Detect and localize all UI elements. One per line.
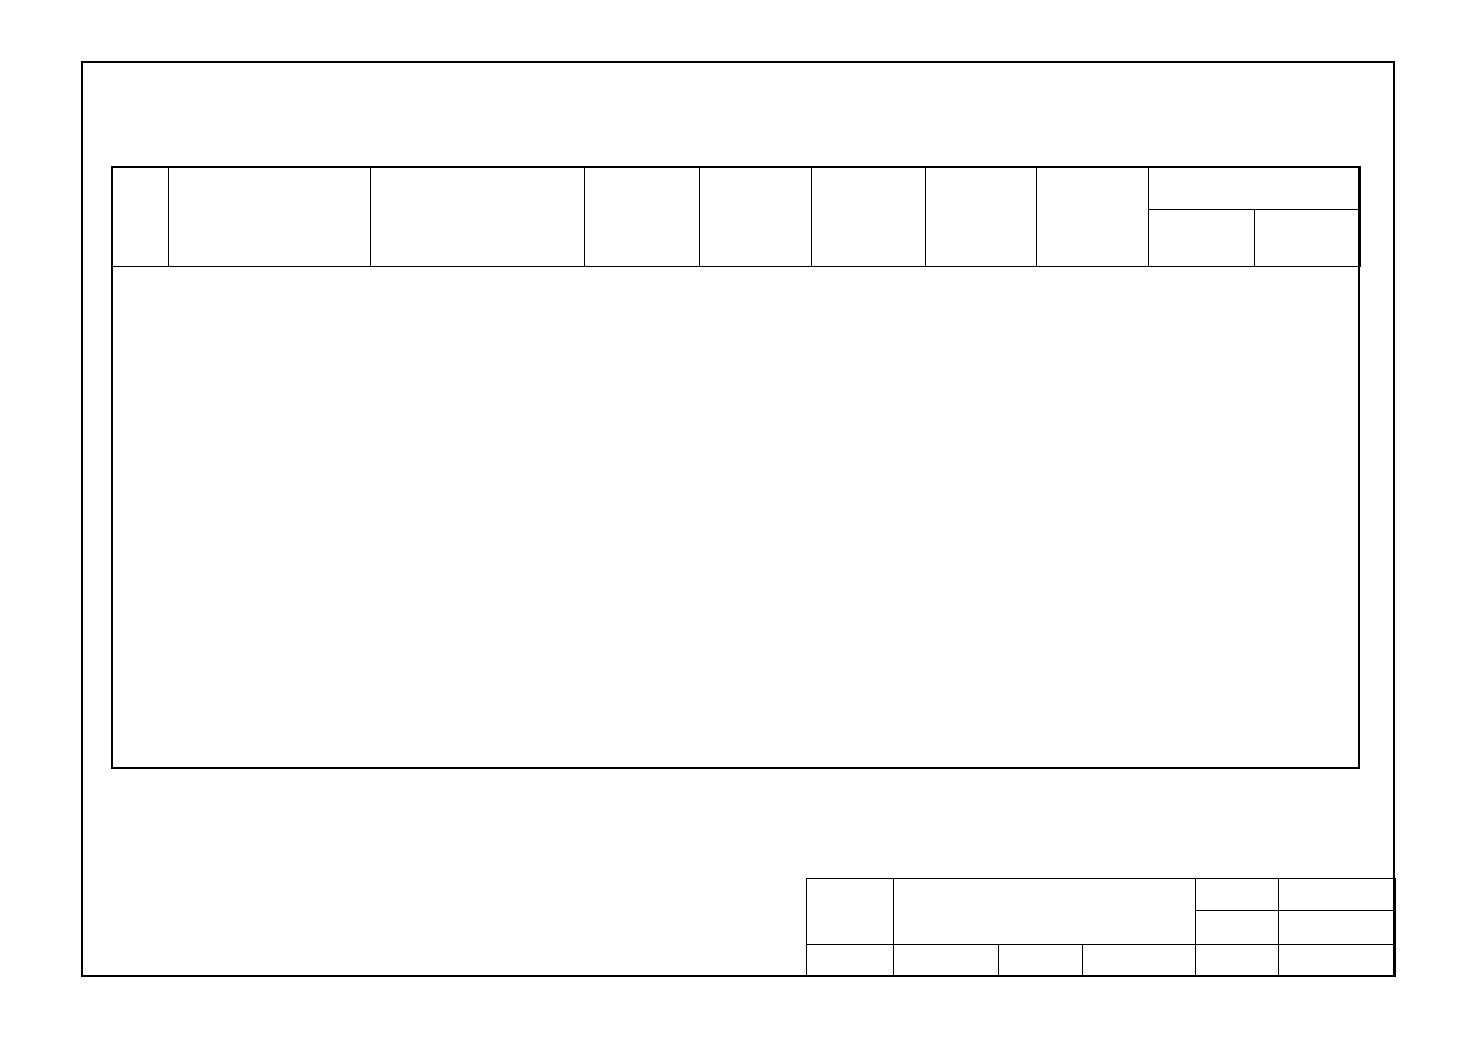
drawing-name — [894, 879, 1196, 945]
title-block — [806, 878, 1396, 977]
header-correction — [926, 167, 1037, 267]
atlas-no-label — [1196, 879, 1279, 911]
page-label — [1196, 911, 1279, 944]
header-seq — [112, 167, 169, 267]
review-label — [807, 944, 894, 976]
header-k — [1255, 210, 1361, 267]
design-signature — [1279, 944, 1396, 976]
header-conductivity — [812, 167, 926, 267]
page-number — [1279, 911, 1396, 944]
check-signature — [1083, 944, 1196, 976]
header-density — [700, 167, 812, 267]
check-label — [999, 944, 1083, 976]
atlas-no — [1279, 879, 1396, 911]
header-thickness — [585, 167, 700, 267]
header-diagram — [169, 167, 371, 267]
design-label — [1196, 944, 1279, 976]
header-resistance — [1037, 167, 1149, 267]
header-main-part — [1149, 167, 1361, 210]
header-layer — [371, 167, 585, 267]
review-signature — [894, 944, 999, 976]
thermal-table — [111, 166, 1361, 267]
header-r0 — [1149, 210, 1255, 267]
drawing-name-label — [807, 879, 894, 945]
